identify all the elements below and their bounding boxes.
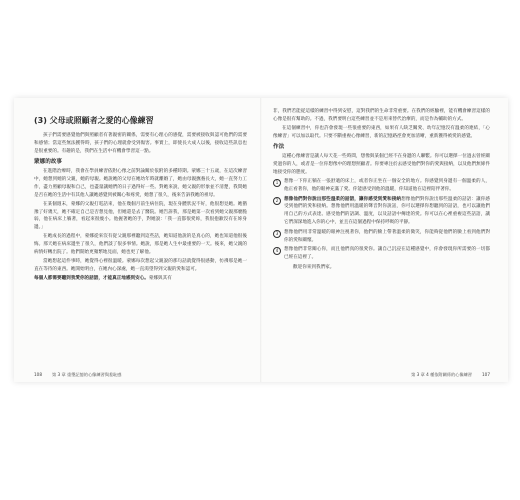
step-text: 想像他們用非常溫暖的眼神注視著你，他們的臉上帶著溫柔的微笑，你能夠從他們的臉上看到他們對你的愛和關懷。 [284,229,490,243]
step-item [273,229,490,245]
story-heading: 蒙娜的故事 [34,159,62,166]
story-paragraph-1: 在進階治療時，我會在學員練習依附心像之前對論關於依附的多種時期。蒙娜三十五歲，在這次練習中，她想到她的父親，她的母親。她說她的父母在她幼年時就離婚了，她由母親撫養長大，她一直努力工作，盡力照顧母親和自己，也盡量讓她們的日子過得好一些。對她來說，她父親的形象並不清楚，我問她是否在她的生活中有其他人讓她感覺到被關心和疼愛，她想了很久，後來告訴我她的祖母。 [34,169,247,198]
step-number: 1 [273,179,281,187]
step-item [273,246,490,262]
step-number: 3 [273,230,281,238]
method-heading: 作法 [273,144,285,151]
step-number: 4 [273,247,281,255]
step-text: 想像他們非常關心你，而且他們真的很愛你。讓自己沉浸在這種感覺中，你會發現你所需要的一切都已經在這裡了。 [284,247,490,261]
story-quote-line [34,275,247,283]
left-page-number: 108 [34,372,42,377]
right-page [261,98,508,382]
right-footer [411,372,490,378]
step-text: 想像一下你正躺在一張舒適的床上，或者你正坐在一個安全的地方。你感覺到身邊有一個溫柔的人，他正看著你，他的眼神充滿了愛。你能感受到他的溫暖，你知道他在這裡陪伴著你。 [284,178,490,192]
right-top-paragraph-1: 非，我們若能從這樣的練習中得到安慰，這對我們的生命非常重要。在我們的經驗裡，能有機會練習這樣的心像是很有幫助的。不過，我們要明白這些練習並不是用來替代治療的，而是作為輔助的方式。 [273,109,490,122]
left-running-head: 第 3 章 重塑記憶的心像練習與羞恥感 [52,372,122,377]
story-paragraph-3: 在她成長的過程中，蒙娜從來沒有從父親那裡聽到這些話，她知道他說的是真心的，她也知道他很後悔。那天她在病床邊坐了很久，他們談了很多事情。她說，那是她人生中最重要的一天。後來，她父親的病情好轉出院了。他們開始更頻繁地見面，她也更了解他。 [34,234,247,255]
right-running-head: 第 3 章 4 種依附關係的心像練習 [411,372,472,377]
book-spread [14,98,508,382]
step-item [273,196,490,227]
section-title: (3) 父母或照顧者之愛的心像練習 [34,116,154,125]
intro-paragraph: 孩子們需要感覺他們與照顧者有著親密的關係，需要有心理心的感覺，需要被接收與認可他們的需要和感情；當這些無法獲得時，孩子們的心理就會受到傷害。事實上，即使長大成人以後，接收這些訊息也是很重要的。有趣的是，我們在生活中有機會學習這一點。 [34,133,247,154]
closing-quote: 歡迎你來到我們家。 [293,264,335,270]
left-footer [34,372,121,378]
story-bold-quote: 每個人都需要聽到我愛你的話語，才能真正地感到安心。 [34,275,149,281]
story-tail: 蒙娜與其有 [148,275,172,281]
step-item [273,178,490,194]
step-text: 想像他們對你說出那些溫柔的話語：讓你感受到他們的愛和接納。想像他們用溫暖的聲音對你說話，你可以選擇你想聽到的話語，也可以讓他們用自己的方式表達。感受他們的語調、溫度，以及話語中傳達的愛。你可以在心裡重複這些話語，讓它們深深地進入你的心中，並且在這個過程中保持呼吸的平靜。 [284,196,490,225]
left-page [14,98,261,382]
right-page-number: 107 [482,372,490,377]
method-intro: 這種心像練習是讓人每天花一些時間，想像與某個已經不在身邊的人聯繫。你可以選擇一位過去曾經關愛過你的人，或者是一位你想像中的理想照顧者。你要專注於去感受他們對你的愛與接納，以及他們無條件地接受你的態度。 [273,154,490,175]
step-lead: 想像他們對你說出那些溫柔的話語，讓你感受到愛和接納 [284,196,402,202]
story-paragraph-4: 當她想起這件事時，她覺得心裡很溫暖。蒙娜每次想起父親說的那句話就覺得很感動，彷彿那是她一直在等待的東西。她開始明白，在她內心深處，她一直渴望得到父親的愛和認可。 [34,258,247,272]
story-paragraph-2: 在某個週末，蒙娜的父親打電話來，他在幾個月前生病住院，現在身體狀況不好，他很想見她。她猶豫了好幾天，她不確定自己是否想見他，但她還是去了醫院。她告訴我，那是她第一次看到她父親那麼脆弱，他在病床上躺著，看起來很瘦小。他握著她的手，對她說：「我一直都很愛妳，我很抱歉沒有在妳身邊。」 [34,201,247,231]
step-number: 2 [273,197,281,205]
right-top-paragraph-2: 在這個練習中，你也許會發現一些很重要的東西，如果有人缺乏關愛、幼年記憶沒有溫柔的連結，「心像練習」可以加以取代。只要不斷重複心像練習，新的記憶路徑會更加清晰，重新獲得被愛的感覺。 [273,125,490,139]
steps-list [273,178,490,262]
